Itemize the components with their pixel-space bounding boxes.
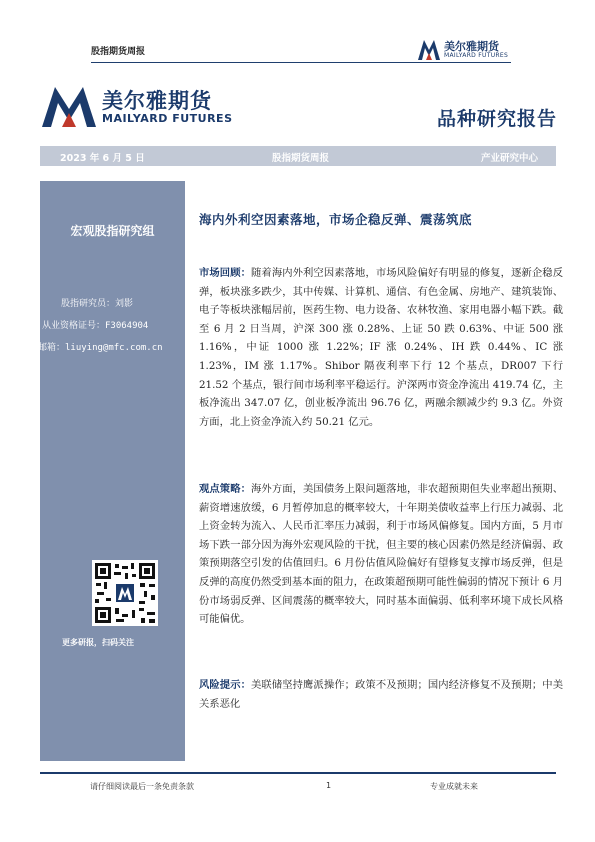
sidebar	[40, 181, 185, 761]
section-label: 风险提示：	[199, 679, 252, 691]
header-doc-type: 股指期货周报	[91, 47, 146, 57]
section-strategy	[199, 480, 563, 629]
header-logo	[418, 38, 533, 62]
section-text: 随着海内外利空因素落地，市场风险偏好有明显的修复，逐新企稳反弹，板块涨多跌少，其中传媒、计算机、通信、有色金属、房地产、建筑装饰、电子等板块涨幅居前，医药生物、电力设备、农林牧渔、家用电器小幅下跌。截至 6 月 2 日当周，沪深 300 涨 0.28%、上证 50 跌 0.63%、中证 500 涨 1.16%，中证 1000 涨 1.22%；IF 涨 0.24%、IH 跌 0.44%、IC 涨 1.23%，IM 涨 1.17%。Shibor 隔夜利率下行 12 个基点，DR007 下行 21.52 个基点，银行间市场利率平稳运行。沪深两市资金净流出 419.74 亿，主板净流出 347.07 亿，创业板净流出 96.76 亿，两融余额减少约 9.3 亿。外资方面，北上资金净流入约 50.21 亿元。	[199, 267, 563, 428]
section-risk	[199, 676, 563, 713]
qr-code	[92, 560, 158, 626]
qr-code-icon	[92, 560, 158, 626]
banner-logo-cn: 美尔雅期货	[102, 89, 212, 113]
info-doc-type: 股指期货周报	[272, 153, 330, 164]
footer-divider	[40, 772, 556, 774]
footer-slogan: 专业成就未来	[430, 782, 478, 791]
section-text: 海外方面，美国债务上限问题落地，非农超预期但失业率超出预期、薪资增速放缓，6 月暂停加息的概率较大，十年期美债收益率上行压力减弱、北上资金转为流入、人民币汇率压力减弱，利于市场风偏修复。国内方面，5 月市场下跌一部分因为海外宏观风险的干扰，但主要的核心因素仍然是经济偏弱、政策预期落空引发的估值回归。6 月份估值风险偏好有望修复支撑市场反弹，但是反弹的高度仍然受到基本面的阻力，在政策超预期可能性偏弱的情况下预计 6 月份市场弱反弹、区间震荡的概率较大，同时基本面偏弱、低利率环境下成长风格可能偏优。	[199, 483, 563, 626]
page-number: 1	[326, 781, 332, 790]
analyst-email: 邮箱：liuying@mfc.com.cn	[38, 343, 163, 353]
research-group: 宏观股指研究组	[70, 224, 155, 238]
banner-logo-en: MAILYARD FUTURES	[102, 112, 233, 125]
header-divider	[91, 62, 511, 63]
report-headline: 海内外利空因素落地，市场企稳反弹、震荡筑底	[199, 212, 473, 227]
section-label: 市场回顾：	[199, 267, 252, 279]
logo-mark-icon	[42, 85, 96, 127]
logo-mark-icon	[418, 38, 440, 60]
section-text: 美联储坚持鹰派操作；政策不及预期；国内经济修复不及预期；中美关系恶化	[199, 679, 563, 710]
license-number: 从业资格证号：F3064904	[42, 321, 149, 331]
banner-logo	[42, 85, 242, 131]
department: 产业研究中心	[480, 153, 538, 164]
header-logo-en: MAILYARD FUTURES	[444, 52, 509, 59]
qr-caption: 更多研报，扫码关注	[62, 638, 134, 647]
section-label: 观点策略：	[199, 483, 252, 495]
info-bar	[40, 146, 556, 166]
section-market-review	[199, 264, 563, 431]
report-title: 品种研究报告	[436, 108, 557, 130]
header-logo-cn: 美尔雅期货	[444, 40, 499, 53]
footer-disclaimer: 请仔细阅读最后一条免责条款	[90, 782, 194, 791]
report-date: 2023 年 6 月 5 日	[60, 153, 145, 164]
analyst-name: 股指研究员：刘影	[61, 299, 134, 309]
